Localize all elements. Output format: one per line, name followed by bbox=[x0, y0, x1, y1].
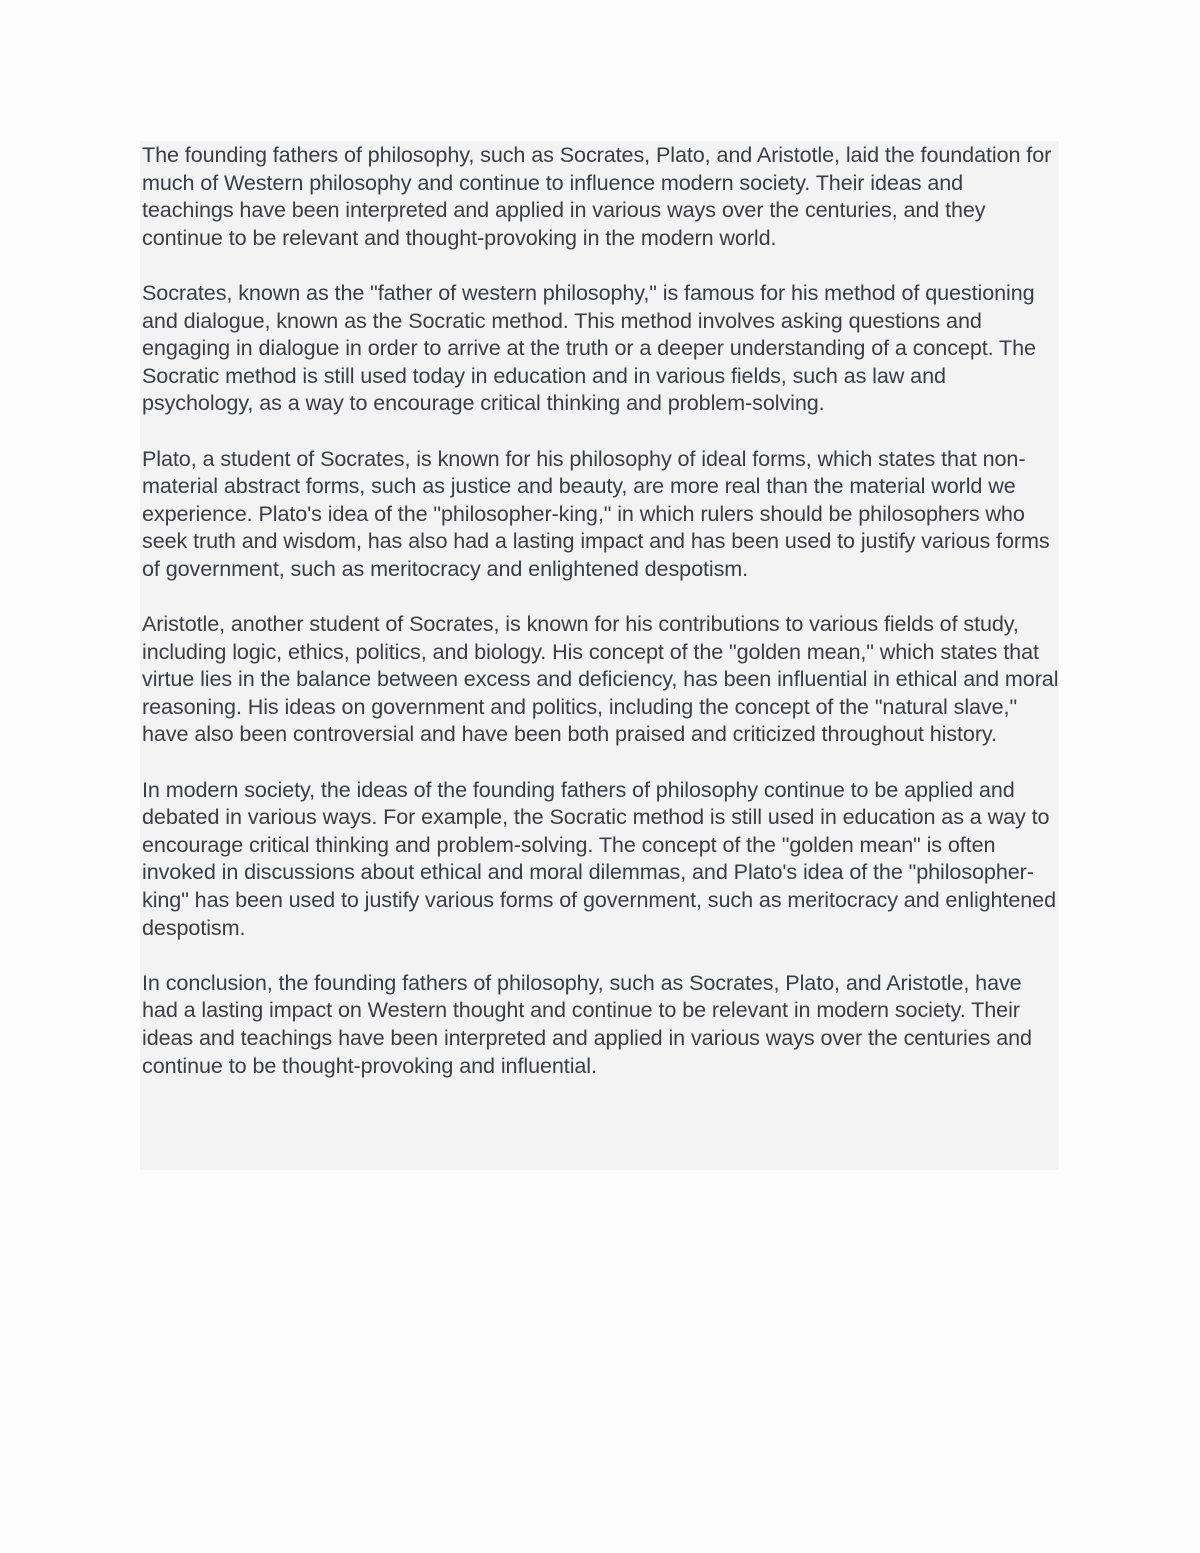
paragraph-socrates: Socrates, known as the "father of western philosophy," is famous for his method of questioning and dialogue, known as the Socratic method. This method involves asking questions and engaging in dialogue in order to arrive at the truth or a deeper understanding of a concept. The Socratic method is still used today in education and in various fields, such as law and psychology, as a way to encourage critical thinking and problem-solving. bbox=[142, 279, 1036, 416]
paragraph-intro: The founding fathers of philosophy, such as Socrates, Plato, and Aristotle, laid the foundation for much of Western philosophy and continue to influence modern society. Their ideas and teachings have been interpreted and applied in various ways over the centuries, and they continue to be relevant and thought-provoking in the modern world. bbox=[142, 142, 1052, 250]
paragraph-conclusion: In conclusion, the founding fathers of philosophy, such as Socrates, Plato, and Aristotle, have had a lasting impact on Western thought and continue to be relevant in modern society. Their ideas and teachings have been interpreted and applied in various ways over the centuries and continue to be thought-provoking and influential. bbox=[142, 969, 1032, 1078]
text-block bbox=[140, 141, 1059, 1170]
paragraph-plato: Plato, a student of Socrates, is known for his philosophy of ideal forms, which states that non-material abstract forms, such as justice and beauty, are more real than the material world we experience. Plato's idea of the "philosopher-king," in which rulers should be philosophers who seek truth and wisdom, has also had a lasting impact and has been used to justify various forms of government, such as meritocracy and enlightened despotism. bbox=[142, 445, 1050, 581]
paragraph-modern-society: In modern society, the ideas of the founding fathers of philosophy continue to be applied and debated in various ways. For example, the Socratic method is still used in education as a way to encourage critical thinking and problem-solving. The concept of the "golden mean" is often invoked in discussions about ethical and moral dilemmas, and Plato's idea of the "philosopher-king" has been used to justify various forms of government, such as meritocracy and enlightened despotism. bbox=[142, 776, 1056, 940]
paragraph-aristotle: Aristotle, another student of Socrates, is known for his contributions to various fields of study, including logic, ethics, politics, and biology. His concept of the "golden mean," which states that virtue lies in the balance between excess and deficiency, has been influential in ethical and moral reasoning. His ideas on government and politics, including the concept of the "natural slave," have also been controversial and have been both praised and criticized throughout history. bbox=[142, 611, 1059, 747]
